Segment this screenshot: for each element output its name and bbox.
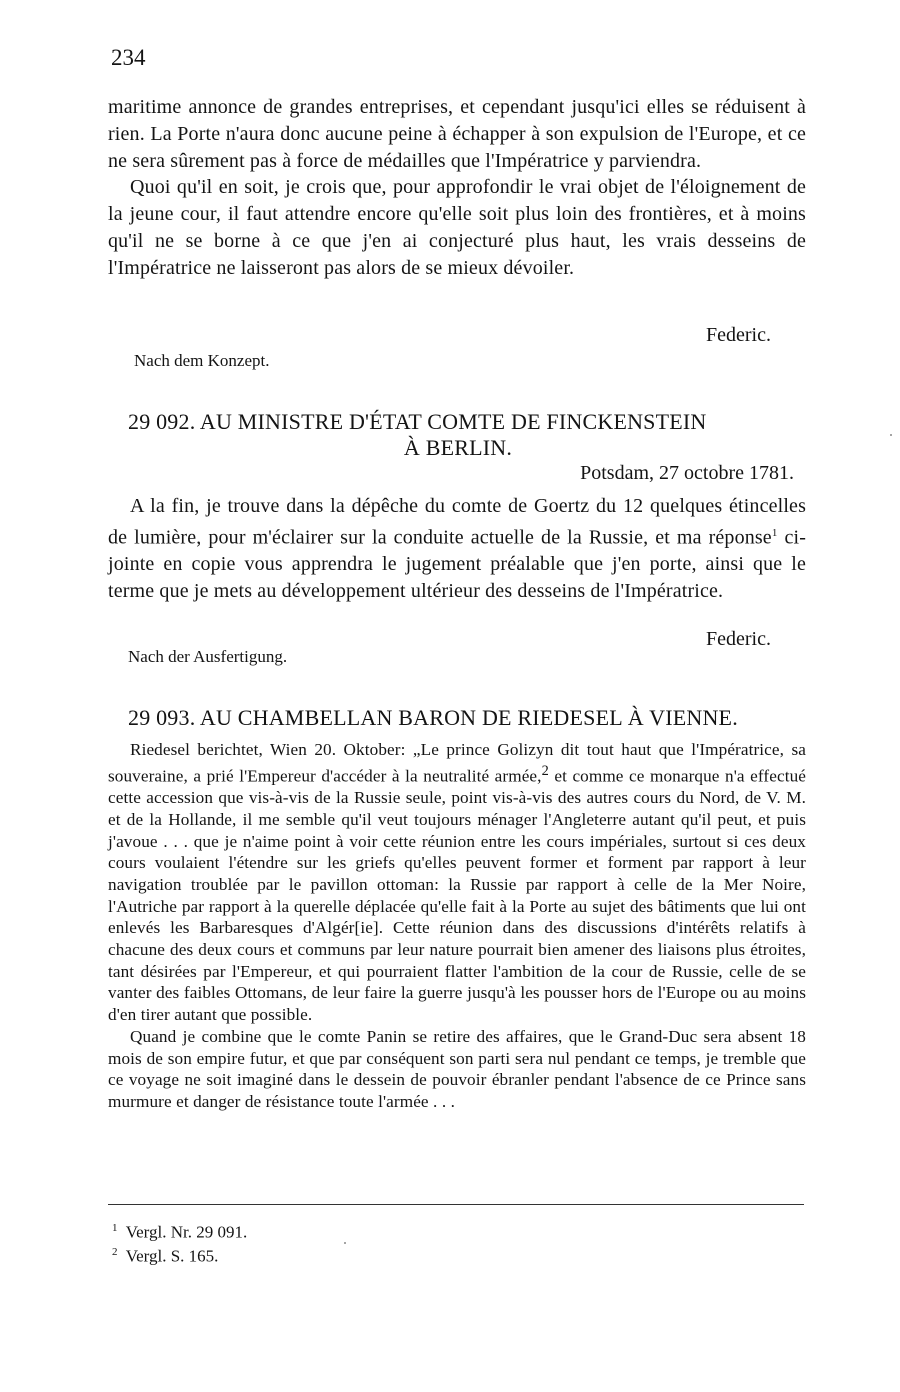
footnote-1 (112, 1218, 247, 1243)
letter-29093-paragraph-1 (108, 739, 806, 1026)
letter-29092-body-start: A la fin, je trouve dans la dépêche du comte de Goertz du 12 quelques étincelles de lumière, pour m'éclairer sur la conduite actuelle de la Russie, et ma réponse (108, 495, 806, 549)
letter-29092-heading-line2: À BERLIN. (403, 435, 513, 460)
letter-29093-paragraph-2: Quand je combine que le comte Panin se retire des affaires, que le Grand-Duc sera absent 18 mois de son empire futur, et que par conséquent son parti sera nul pendant ce temps, je tremble que ce voyage ne soit imaginé dans le dessein de pouvoir ébranler pendant l'absence de ce Prince sans murmure et danger de résistance toute l'armée . . . (108, 1026, 806, 1111)
letter-29092-heading (128, 409, 788, 461)
page-number: 234 (111, 45, 146, 70)
signature-federic-2: Federic. (706, 628, 771, 650)
note-reference-2: 2 (541, 762, 549, 779)
signature-federic-1: Federic. (706, 324, 771, 346)
continuation-paragraph-1: maritime annonce de grandes entreprises, et cependant jusqu'ici elles se réduisent à rien. La Porte n'aura donc aucune peine à échapper à son expulsion de l'Europe, et ce ne sera sûrement pas à force de médailles que l'Impératrice y parviendra. (108, 96, 806, 172)
footnote-1-mark: 1 (112, 1222, 118, 1234)
footnote-2-text: Vergl. S. 165. (125, 1246, 219, 1266)
footnote-2 (112, 1242, 218, 1267)
footnote-divider (108, 1204, 804, 1205)
continuation-text (108, 94, 806, 282)
note-reference-1: 1 (771, 526, 778, 539)
ink-speck (344, 1242, 346, 1244)
letter-29093-body (108, 739, 806, 1113)
book-page (108, 0, 806, 1392)
continuation-paragraph-2: Quoi qu'il en soit, je crois que, pour approfondir le vrai objet de l'éloignement de la jeune cour, il faut attendre encore qu'elle soit plus loin des frontières, et à moins qu'il ne se borne à ce que j'en ai conjecturé plus haut, les vrais desseins de l'Impératrice ne laisseront pas alors de se mieux dévoiler. (108, 176, 806, 279)
source-note-ausfertigung: Nach der Ausfertigung. (128, 647, 288, 666)
footnote-2-mark: 2 (112, 1246, 118, 1258)
letter-29092-dateline: Potsdam, 27 octobre 1781. (580, 462, 794, 484)
footnote-1-text: Vergl. Nr. 29 091. (125, 1222, 248, 1242)
letter-29092-body (108, 493, 806, 605)
letter-29092-heading-line1: 29 092. AU MINISTRE D'ÉTAT COMTE DE FINCKENSTEIN (128, 409, 707, 434)
margin-speck (890, 434, 892, 436)
letter-29093-p1-start: Riedesel berichtet, Wien 20. Oktober: „Le prince Golizyn dit tout haut que l'Impératrice, sa souveraine, a prié l'Empereur d'accéder à la neutralité armée, (108, 740, 806, 786)
letter-29092-body-end: ci-jointe en copie vous apprendra le jugement préalable que j'en porte, ainsi que le terme que je mets au développement ultérieur des desseins de l'Impératrice. (108, 526, 806, 603)
source-note-konzept: Nach dem Konzept. (134, 351, 270, 370)
letter-29093-heading: 29 093. AU CHAMBELLAN BARON DE RIEDESEL À VIENNE. (128, 705, 738, 730)
letter-29093-p1-end: et comme ce monarque n'a effectué cette accession que vis-à-vis de la Russie seule, point vis-à-vis des autres cours du Nord, de V. M. et de la Hollande, il me semble qu'il veut toujours ménager l'Angleterre autant qu'il peut, et puis j'avoue . . . que je n'aime point à voir cette réunion entre les cours impériales, surtout si ces deux cours voulaient l'étendre sur les griefs qu'elles peuvent former et forment par rapport à leur navigation troublée par le pavillon ottoman: la Russie par rapport à celle de la Mer Noire, l'Autriche par rapport à la querelle déplacée qu'elle fait à la Porte au sujet des bâtiments que lui ont enlevés les Barbaresques d'Algér[ie]. Cette réunion dans des discussions d'intérêts relatifs à chacune des deux cours et communs par leur nature pourrait bien amener des liaisons plus étroites, tant désirées par l'Empereur, et qui pourraient flatter l'ambition de la cour de Russie, celle de se vanter des faibles Ottomans, de leur faire la guerre jusqu'à les pousser hors de l'Europe ou au moins d'en tirer autant que possible. (108, 766, 806, 1025)
